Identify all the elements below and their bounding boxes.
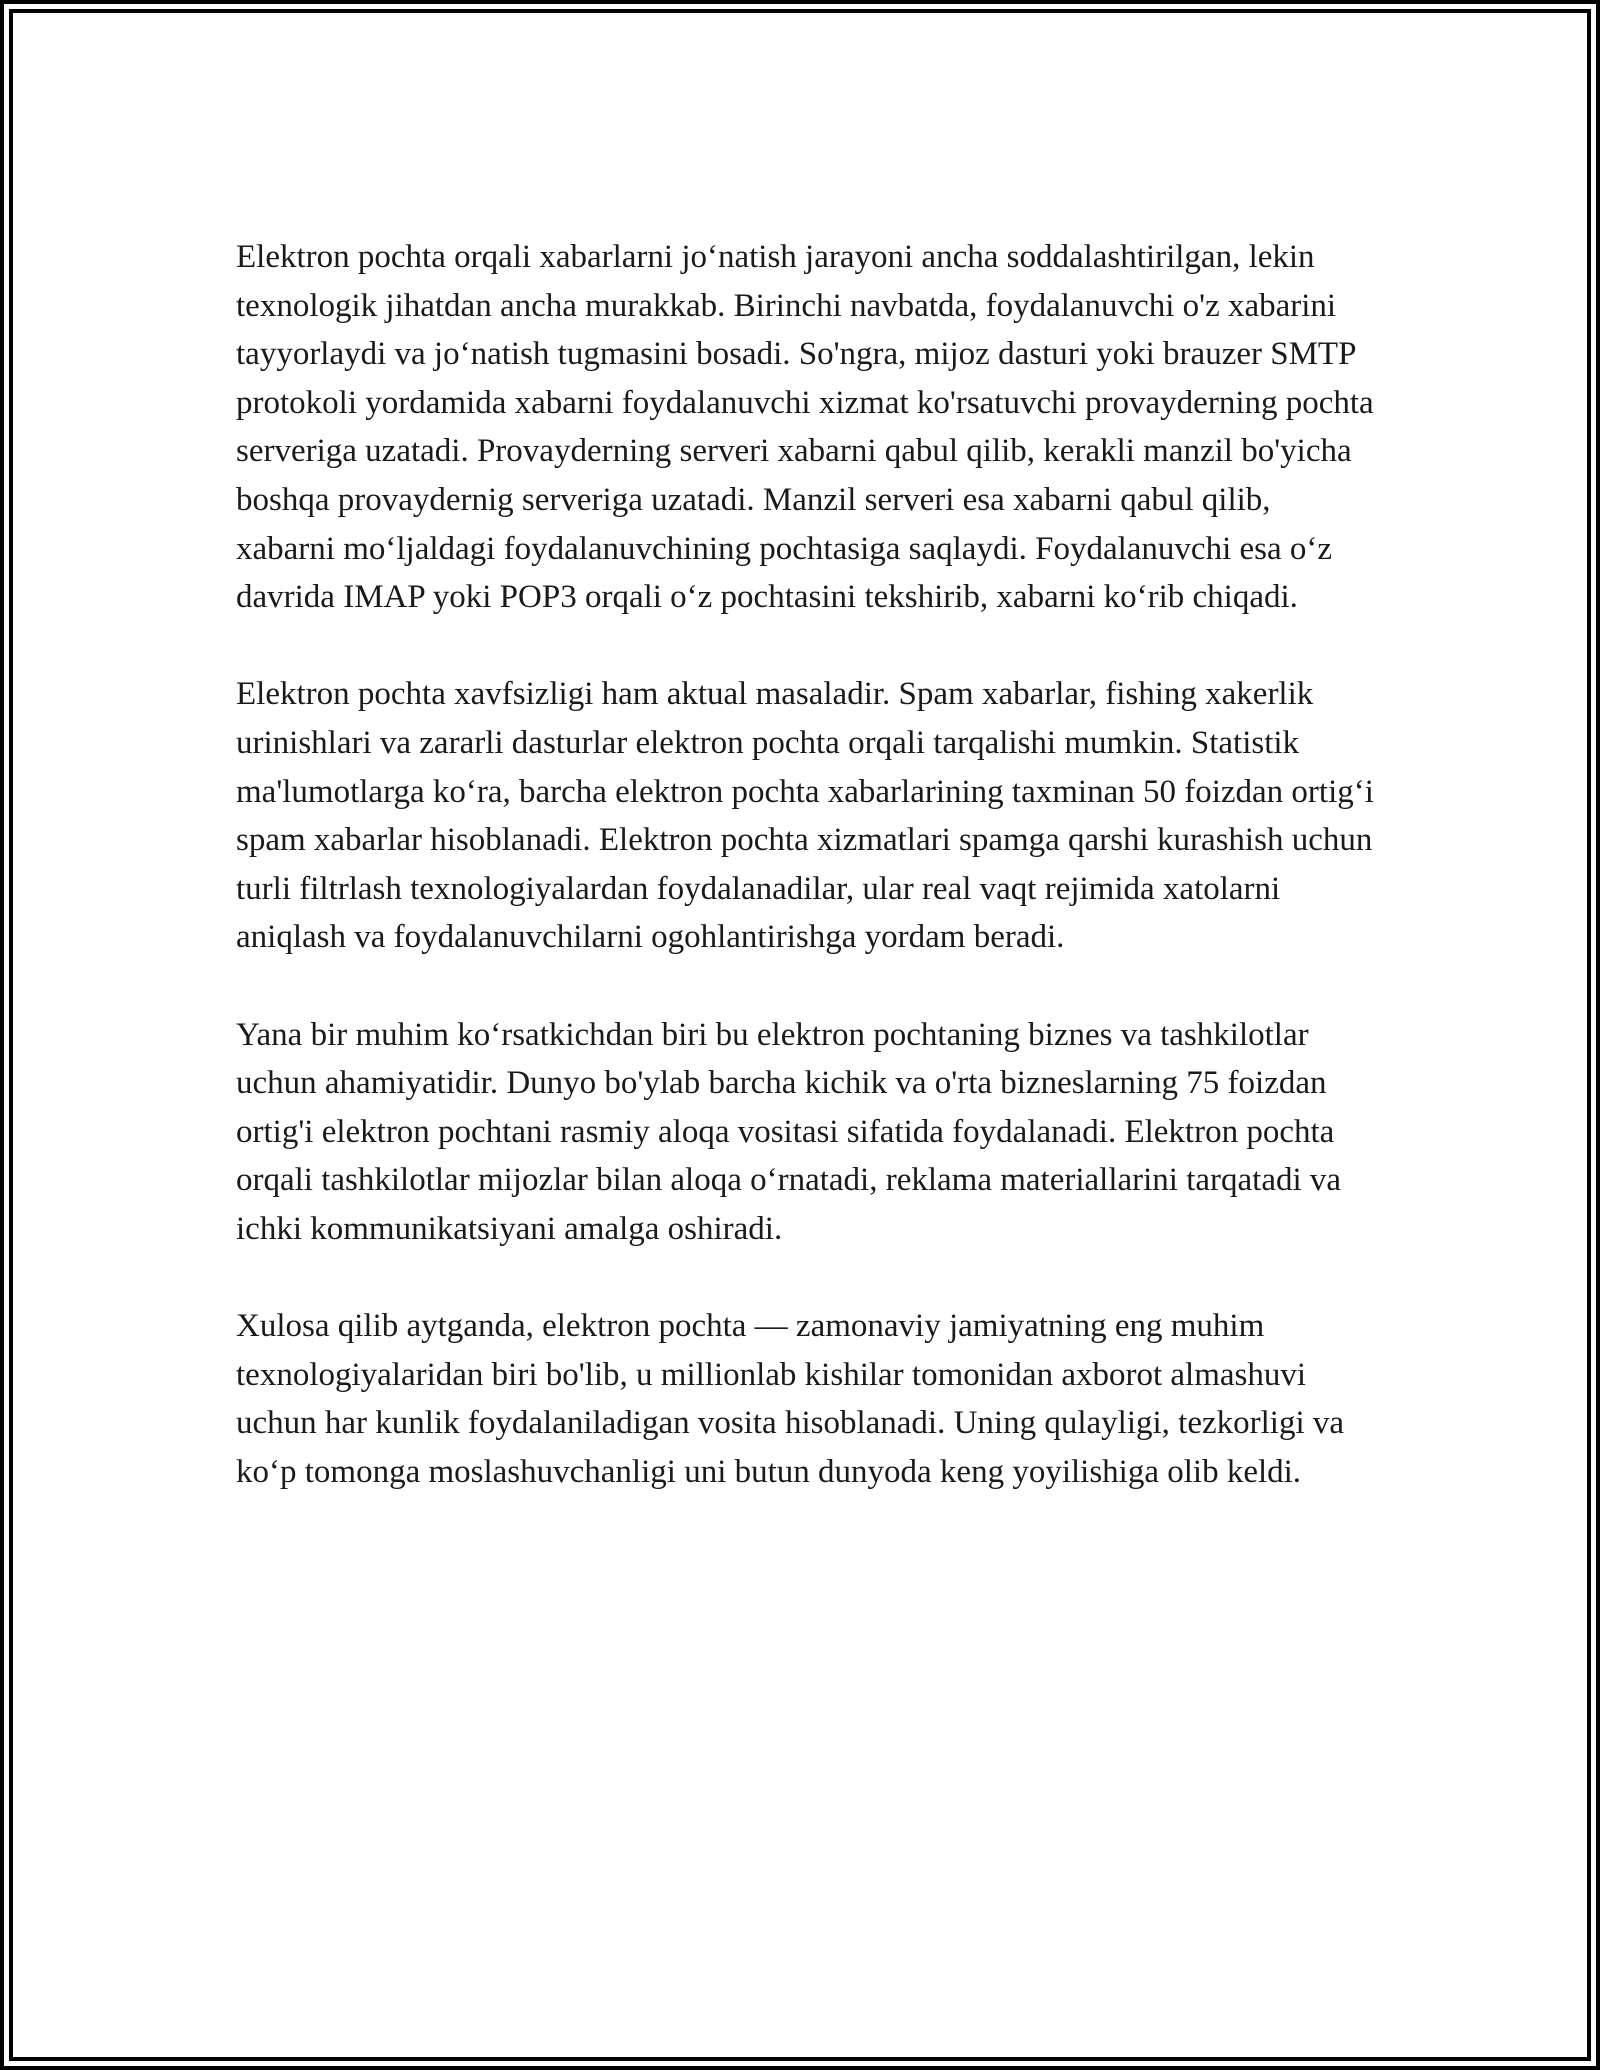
paragraph-email-delivery: Elektron pochta orqali xabarlarni jo‘natish jarayoni ancha soddalashtirilgan, lekin texnologik jihatdan ancha murakkab. Birinchi navbatda, foydalanuvchi o'z xabarini tayyorlaydi va jo‘natish tugmasini bosadi. So'ngra, mijoz dasturi yoki brauzer SMTP protokoli yordamida xabarni foydalanuvchi xizmat ko'rsatuvchi provayderning pochta serveriga uzatadi. Provayderning serveri xabarni qabul qilib, kerakli manzil bo'yicha boshqa provaydernig serveriga uzatadi. Manzil serveri esa xabarni qabul qilib, xabarni mo‘ljaldagi foydalanuvchining pochtasiga saqlaydi. Foydalanuvchi esa o‘z davrida IMAP yoki POP3 orqali o‘z pochtasini tekshirib, xabarni ko‘rib chiqadi. [236, 239, 1374, 616]
paragraph-business-importance: Yana bir muhim ko‘rsatkichdan biri bu elektron pochtaning biznes va tashkilotlar uchun ahamiyatidir. Dunyo bo'ylab barcha kichik va o'rta bizneslarning 75 foizdan ortig'i elektron pochtani rasmiy aloqa vositasi sifatida foydalanadi. Elektron pochta orqali tashkilotlar mijozlar bilan aloqa o‘rnatadi, reklama materiallarini tarqatadi va ichki kommunikatsiyani amalga oshiradi. [236, 1016, 1342, 1247]
paragraph-email-security: Elektron pochta xavfsizligi ham aktual masaladir. Spam xabarlar, fishing xakerlik urinishlari va zararli dasturlar elektron pochta orqali tarqalishi mumkin. Statistik ma'lumotlarga ko‘ra, barcha elektron pochta xabarlarining taxminan 50 foizdan ortig‘i spam xabarlar hisoblanadi. Elektron pochta xizmatlari spamga qarshi kurashish uchun turli filtrlash texnologiyalardan foydalanadilar, ular real vaqt rejimida xatolarni aniqlash va foydalanuvchilarni ogohlantirishga yordam beradi. [236, 676, 1374, 956]
document-body [236, 233, 1376, 1545]
paragraph-conclusion: Xulosa qilib aytganda, elektron pochta — zamonaviy jamiyatning eng muhim texnologiyalaridan biri bo'lib, u millionlab kishilar tomonidan axborot almashuvi uchun har kunlik foydalaniladigan vosita hisoblanadi. Uning qulayligi, tezkorligi va ko‘p tomonga moslashuvchanligi uni butun dunyoda keng yoyilishiga olib keldi. [236, 1308, 1345, 1490]
